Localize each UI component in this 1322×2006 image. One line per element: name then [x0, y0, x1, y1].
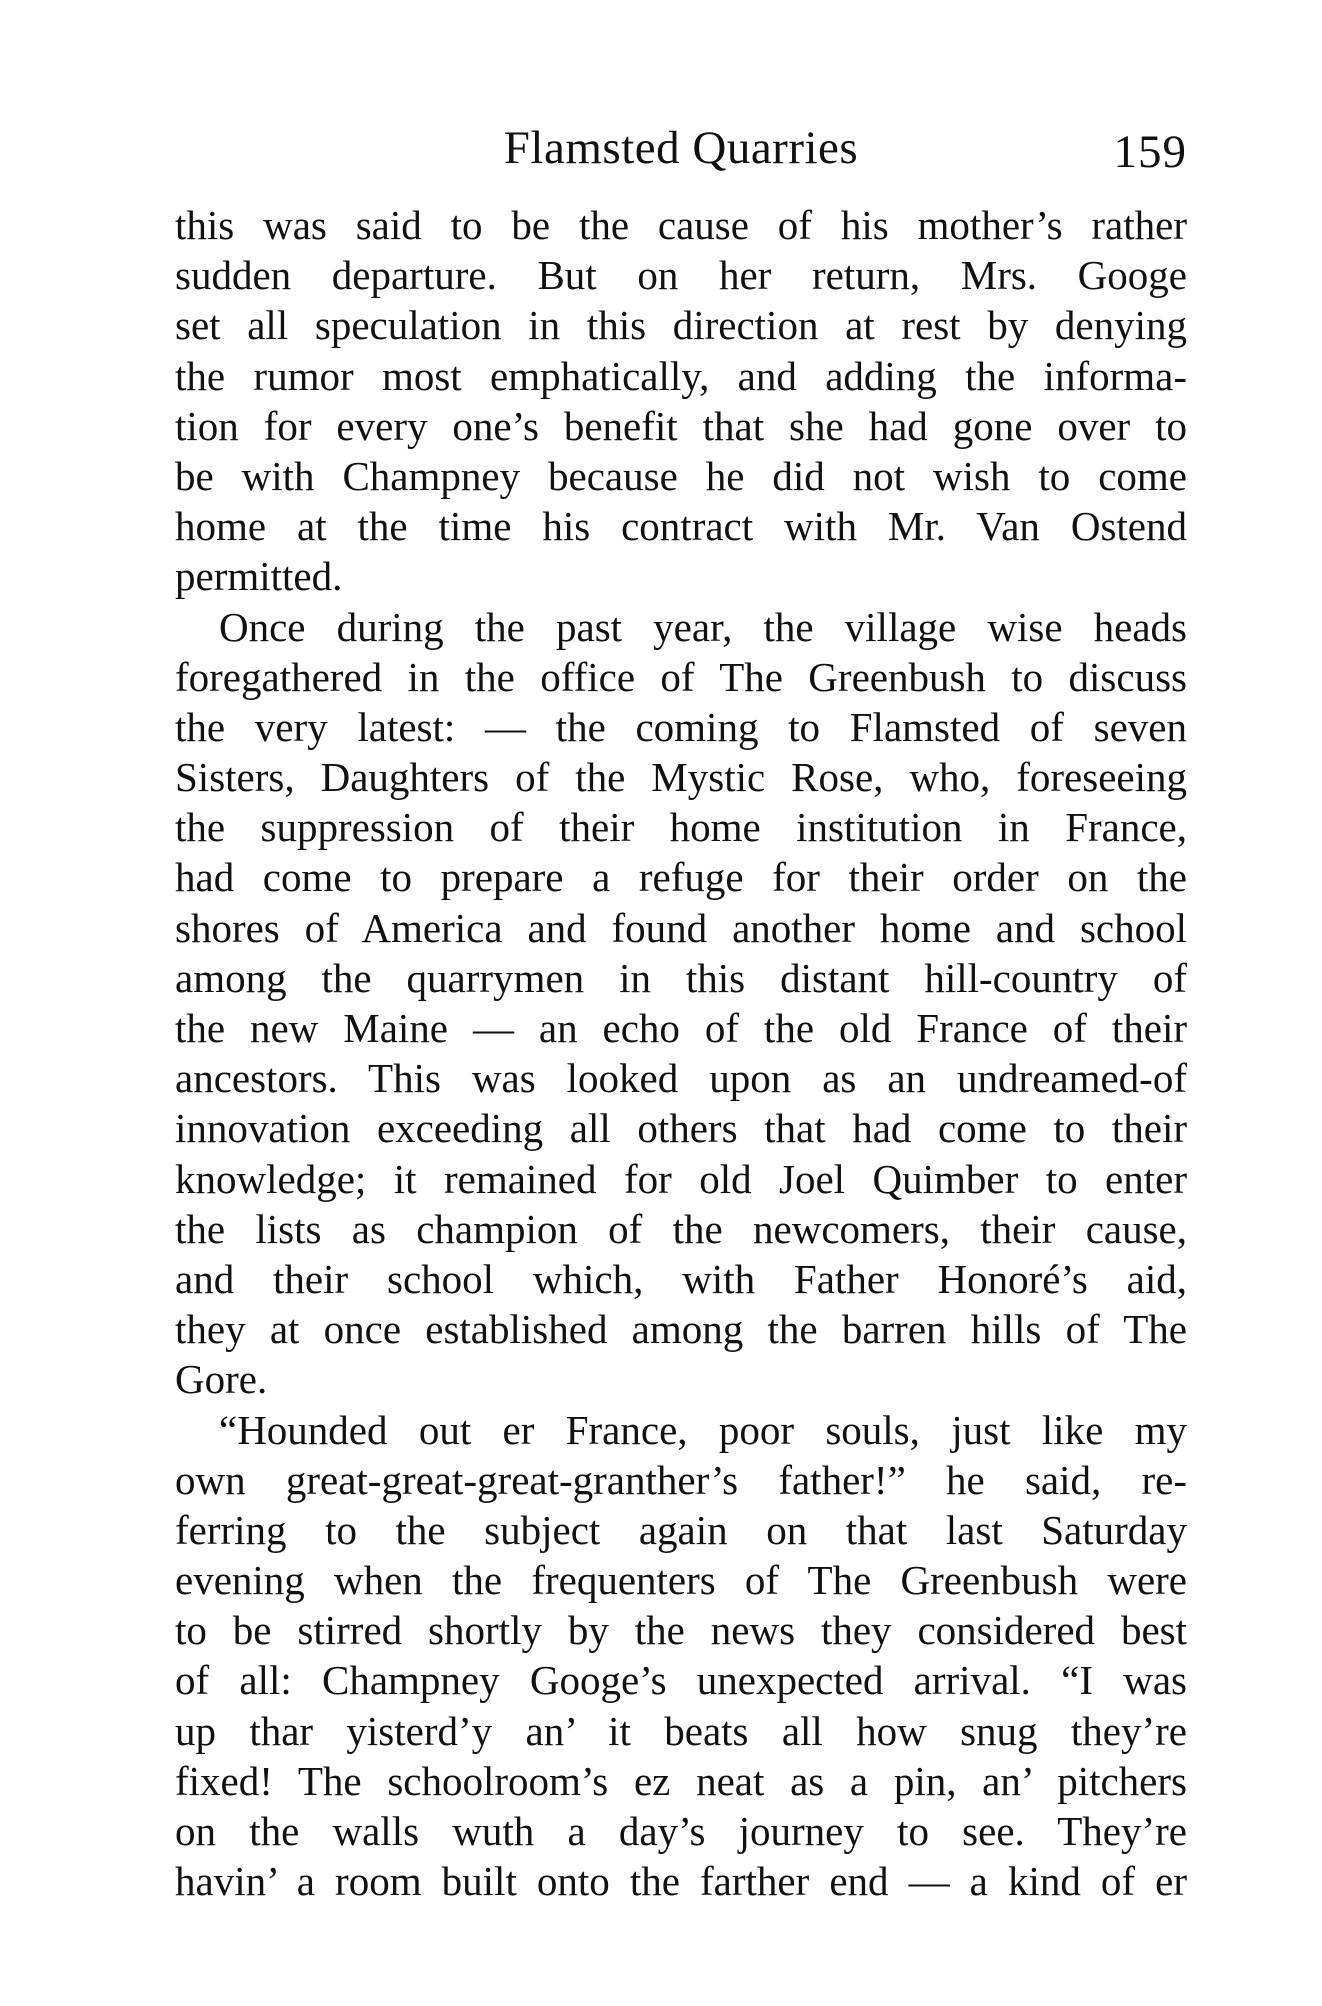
text-line: the suppression of their home institution in France, [175, 804, 1187, 851]
running-head [175, 118, 1187, 178]
text-line: sudden departure. But on her return, Mrs. Googe [175, 252, 1187, 299]
text-line: ancestors. This was looked upon as an undreamed-of [175, 1055, 1187, 1102]
text-line: be with Champney because he did not wish to come [175, 452, 1187, 499]
text-line: and their school which, with Father Honoré’s aid, [175, 1255, 1187, 1302]
text-line: they at once established among the barren hills of The [175, 1306, 1187, 1353]
text-line: this was said to be the cause of his mother’s rather [175, 202, 1187, 248]
text-line: evening when the frequenters of The Greenbush were [175, 1557, 1187, 1604]
text-line: to be stirred shortly by the news they considered best [175, 1607, 1187, 1654]
text-line: innovation exceeding all others that had come to their [175, 1105, 1187, 1152]
text-line: the lists as champion of the newcomers, their cause, [175, 1205, 1187, 1252]
text-line: of all: Champney Googe’s unexpected arrival. “I was [175, 1657, 1187, 1704]
text-line: among the quarrymen in this distant hill-country of [175, 954, 1187, 1001]
text-line: ferring to the subject again on that last Saturday [175, 1506, 1187, 1553]
text-line: on the walls wuth a day’s journey to see. They’re [175, 1808, 1187, 1854]
text-line: permitted. [175, 553, 343, 600]
text-line: “Hounded out er France, poor souls, just like my [219, 1406, 1187, 1453]
running-title: Flamsted Quarries [503, 122, 859, 174]
text-line: own great-great-great-granther’s father!” he said, re- [175, 1456, 1187, 1503]
text-line: the rumor most emphatically, and adding the informa- [175, 352, 1187, 399]
text-line: fixed! The schoolroom’s ez neat as a pin, an’ pitchers [175, 1757, 1187, 1804]
text-line: Once during the past year, the village wise heads [219, 603, 1187, 650]
text-line: set all speculation in this direction at rest by denying [175, 302, 1187, 349]
page-number: 159 [1113, 126, 1187, 178]
text-line: foregathered in the office of The Greenbush to discuss [175, 653, 1187, 700]
text-line: tion for every one’s benefit that she had gone over to [175, 402, 1187, 449]
text-line: home at the time his contract with Mr. Van Ostend [175, 503, 1187, 550]
body-text [175, 200, 1187, 1906]
text-line: havin’ a room built onto the farther end — a kind of er [175, 1858, 1187, 1905]
text-line: Gore. [175, 1356, 268, 1403]
text-line: Sisters, Daughters of the Mystic Rose, who, foreseeing [175, 754, 1187, 801]
text-line: up thar yisterd’y an’ it beats all how snug they’re [175, 1707, 1187, 1754]
text-line: knowledge; it remained for old Joel Quimber to enter [175, 1155, 1187, 1202]
text-line: the very latest: — the coming to Flamsted of seven [175, 703, 1187, 750]
text-line: had come to prepare a refuge for their order on the [175, 854, 1187, 901]
text-line: shores of America and found another home and school [175, 904, 1187, 951]
text-line: the new Maine — an echo of the old France of their [175, 1005, 1187, 1051]
